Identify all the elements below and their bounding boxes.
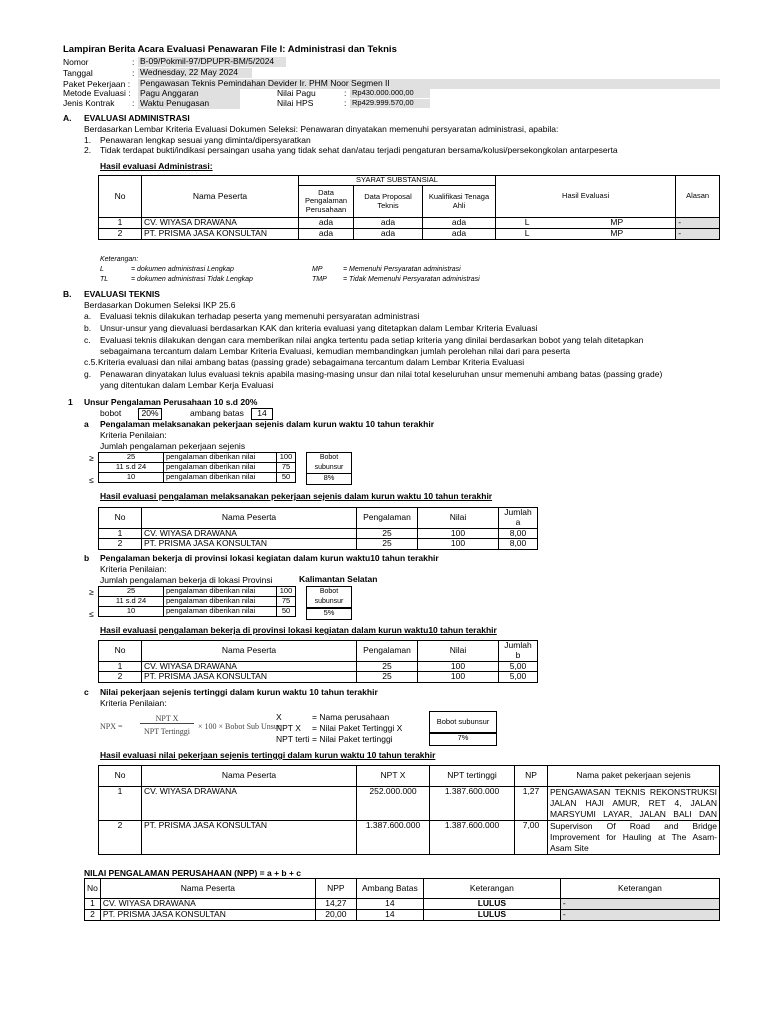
sub-b-table — [98, 640, 538, 683]
colon: : — [344, 88, 347, 98]
colon: : — [132, 98, 135, 108]
cell: CV. WIYASA DRAWANA — [142, 528, 357, 539]
operator: ≥ — [89, 453, 94, 463]
col-header: Nama Peserta — [142, 176, 299, 218]
item-text: Unsur-unsur yang dievaluasi berdasarkan KAK dan kriteria evaluasi yang ditetapkan dalam Lembar Kriteria Evaluasi — [100, 323, 538, 333]
sub-title: Nilai pekerjaan sejenis tertinggi dalam kurun waktu 10 tahun terakhir — [100, 687, 378, 697]
item-number: a. — [84, 311, 92, 321]
sub-title: Pengalaman melaksanakan pekerjaan sejenis dalam kurun waktu 10 tahun terakhir — [100, 419, 435, 429]
paket-name: Supervison Of Road and Bridge Improvement for Hauling at The Asam-Asam Site — [550, 821, 717, 853]
table-row — [99, 661, 538, 672]
npp-table — [84, 878, 720, 921]
cell: 2 — [99, 229, 142, 240]
cell: PT. PRISMA JASA KONSULTAN — [100, 909, 315, 920]
cell: 2 — [99, 821, 142, 855]
pagu-label: Nilai Pagu — [277, 88, 316, 98]
bobot-subunsur-label: Bobot subunsur — [429, 711, 497, 733]
section-b-intro: Berdasarkan Dokumen Seleksi IKP 25.6 — [84, 300, 236, 310]
col-header: Ambang Batas — [356, 879, 423, 899]
nomor-value: B-09/Pokmil-97/DPUPR-BM/5/2024 — [138, 57, 286, 67]
sub-letter: b — [84, 553, 90, 563]
colon: : — [132, 57, 135, 67]
legend-value: = Nilai Paket Tertinggi X — [312, 723, 403, 733]
bobot-subunsur-value: 8% — [306, 473, 352, 485]
col-header: No — [99, 508, 142, 529]
col-header: NPT tertinggi — [430, 766, 515, 787]
pagu-value: Rp430.000.000,00 — [350, 89, 430, 98]
criteria-range: 25 — [99, 453, 164, 463]
col-header: Keterangan — [423, 879, 560, 899]
col-header: Nama Peserta — [142, 641, 357, 662]
col-header: Nama paket pekerjaan sejenis — [548, 766, 720, 787]
table-row — [85, 899, 720, 910]
cell: PT. PRISMA JASA KONSULTAN — [142, 821, 357, 855]
cell: 20,00 — [315, 909, 356, 920]
hps-label: Nilai HPS — [277, 98, 314, 108]
cell: CV. WIYASA DRAWANA — [142, 218, 299, 229]
cell: 1 — [99, 787, 142, 821]
sub-b-table-title: Hasil evaluasi pengalaman bekerja di provinsi lokasi kegiatan dalam kurun waktu10 tahun terakhir — [100, 625, 497, 635]
cell: ada — [423, 229, 496, 240]
criteria-range: 25 — [99, 587, 164, 597]
tanggal-label: Tanggal — [63, 68, 93, 78]
nomor-label: Nomor — [63, 57, 89, 67]
cell: - — [560, 899, 719, 910]
metode-label: Metode Evaluasi : — [63, 88, 131, 98]
cell: 1,27 — [515, 787, 548, 821]
cell: 2 — [85, 909, 101, 920]
criteria-text: pengalaman diberikan nilai — [164, 463, 277, 473]
item-number: c. — [84, 335, 91, 345]
tanggal-value: Wednesday, 22 May 2024 — [138, 68, 252, 78]
cell: 2 — [99, 539, 142, 550]
status-badge: LULUS — [423, 909, 560, 920]
cell: - — [676, 218, 720, 229]
unsur-number: 1 — [68, 397, 73, 407]
sub-c-table-title: Hasil evaluasi nilai pekerjaan sejenis tertinggi dalam kurun waktu 10 tahun terakhir — [100, 750, 436, 760]
col-header: NP — [515, 766, 548, 787]
bobot-subunsur-value: 7% — [429, 733, 497, 746]
admin-table-title: Hasil evaluasi Administrasi: — [100, 161, 213, 171]
cell: L — [496, 229, 559, 240]
criteria-range: 11 s.d 24 — [99, 463, 164, 473]
cell: ada — [354, 218, 423, 229]
col-header: NPT X — [357, 766, 430, 787]
col-header: Pengalaman — [357, 508, 418, 529]
formula-rhs: × 100 × Bobot Sub Unsur — [198, 722, 281, 731]
kriteria-label: Kriteria Penilaian: — [100, 564, 167, 574]
criteria-nilai: 75 — [277, 463, 296, 473]
metode-value: Pagu Anggaran — [138, 89, 240, 99]
ambang-box: 14 — [251, 408, 273, 420]
cell: PT. PRISMA JASA KONSULTAN — [142, 539, 357, 550]
cell: 252.000.000 — [357, 787, 430, 821]
formula-lhs: NPX = — [100, 722, 123, 731]
col-header: Hasil Evaluasi — [496, 176, 676, 218]
cell: CV. WIYASA DRAWANA — [142, 661, 357, 672]
table-row — [99, 821, 720, 855]
operator: ≤ — [89, 609, 94, 619]
cell: MP — [558, 229, 675, 240]
npp-title: NILAI PENGALAMAN PERUSAHAAN (NPP) = a + b + c — [84, 868, 302, 878]
cell: CV. WIYASA DRAWANA — [100, 899, 315, 910]
col-header: No — [99, 176, 142, 218]
bobot-box: 20% — [138, 408, 162, 420]
criteria-nilai: 100 — [277, 587, 296, 597]
ket-key: TL — [100, 276, 109, 283]
col-header: Pengalaman — [357, 641, 418, 662]
cell: 1.387.600.000 — [430, 821, 515, 855]
cell: PT. PRISMA JASA KONSULTAN — [142, 229, 299, 240]
jumlah-label: Jumlah pengalaman bekerja di lokasi Provinsi — [100, 575, 273, 585]
table-row — [85, 909, 720, 920]
provinsi-value: Kalimantan Selatan — [299, 574, 378, 584]
col-header: Nilai — [418, 508, 499, 529]
cell: 8,00 — [499, 528, 538, 539]
item-number: 1. — [84, 135, 92, 145]
cell: ada — [299, 229, 354, 240]
item-text-continued: yang ditentukan dalam Lembar Kerja Evaluasi — [100, 380, 274, 390]
cell: 100 — [418, 539, 499, 550]
ket-key: TMP — [312, 276, 327, 283]
section-b-title: EVALUASI TEKNIS — [84, 289, 160, 299]
document-title: Lampiran Berita Acara Evaluasi Penawaran File I: Administrasi dan Teknis — [63, 44, 397, 55]
operator: ≥ — [89, 587, 94, 597]
formula-denominator: NPT Tertinggi — [143, 727, 191, 736]
cell: 25 — [357, 528, 418, 539]
hps-value: Rp429.999.570,00 — [350, 99, 430, 108]
kriteria-label: Kriteria Penilaian: — [100, 698, 167, 708]
legend-value: = Nama perusahaan — [312, 712, 390, 722]
cell: 1 — [85, 899, 101, 910]
table-row — [99, 787, 720, 821]
cell: 100 — [418, 528, 499, 539]
ket-value: = Memenuhi Persyaratan administrasi — [343, 266, 461, 273]
cell: MP — [558, 218, 675, 229]
ambang-label: ambang batas — [190, 408, 244, 418]
col-header: No — [99, 766, 142, 787]
jenis-label: Jenis Kontrak — [63, 98, 115, 108]
table-row — [99, 672, 538, 683]
criteria-nilai: 75 — [277, 597, 296, 607]
criteria-text: pengalaman diberikan nilai — [164, 597, 277, 607]
criteria-text: pengalaman diberikan nilai — [164, 587, 277, 597]
col-header: NPP — [315, 879, 356, 899]
legend-key: NPT X — [276, 723, 301, 733]
item-number: 2. — [84, 145, 92, 155]
criteria-range: 11 s.d 24 — [99, 597, 164, 607]
cell — [548, 787, 720, 821]
item-text-continued: sebagaimana tercantum dalam Lembar Kriteria Evaluasi, kemudian membandingkan jumlah perolehan nilai dari para peserta — [100, 346, 571, 356]
item-text: Kriteria evaluasi dan nilai ambang batas (passing grade) sebagaimana tercantum dalam Lembar Kriteria Evaluasi — [98, 357, 525, 367]
criteria-text: pengalaman diberikan nilai — [164, 607, 277, 617]
ket-key: MP — [312, 266, 323, 273]
item-text: Penawaran lengkap sesuai yang diminta/dipersyaratkan — [100, 135, 311, 145]
item-text: Tidak terdapat bukti/indikasi persaingan usaha yang tidak sehat dan/atau terjadi pengaturan bersama/kolusi/persekongkolan antarpeserta — [100, 145, 618, 155]
cell: 8,00 — [499, 539, 538, 550]
criteria-table — [98, 586, 296, 617]
col-header: SYARAT SUBSTANSIAL — [299, 176, 496, 186]
criteria-text: pengalaman diberikan nilai — [164, 453, 277, 463]
col-header: Nama Peserta — [100, 879, 315, 899]
col-header: Keterangan — [560, 879, 719, 899]
bobot-subunsur-value: 5% — [306, 608, 352, 620]
criteria-range: 10 — [99, 607, 164, 617]
table-row — [99, 528, 538, 539]
cell: 1 — [99, 528, 142, 539]
colon: : — [132, 68, 135, 78]
paket-value: Pengawasan Teknis Pemindahan Devider Ir. PHM Noor Segmen II — [138, 79, 720, 89]
table-row — [99, 229, 720, 240]
col-header: Kualifikasi Tenaga Ahli — [423, 186, 496, 218]
criteria-nilai: 50 — [277, 473, 296, 483]
cell — [548, 821, 720, 855]
bobot-subunsur-label: Bobot subunsur — [306, 452, 352, 474]
cell: 25 — [357, 661, 418, 672]
cell: 5,00 — [499, 672, 538, 683]
unsur-title: Unsur Pengalaman Perusahaan 10 s.d 20% — [84, 397, 258, 407]
cell: 2 — [99, 672, 142, 683]
cell: L — [496, 218, 559, 229]
bobot-subunsur-label: Bobot subunsur — [306, 586, 352, 608]
cell: 100 — [418, 672, 499, 683]
bobot-label: bobot — [100, 408, 122, 418]
cell: 1.387.600.000 — [357, 821, 430, 855]
cell: 1 — [99, 218, 142, 229]
section-a-letter: A. — [63, 113, 72, 123]
criteria-table — [98, 452, 296, 483]
cell: - — [676, 229, 720, 240]
kriteria-label: Kriteria Penilaian: — [100, 430, 167, 440]
col-header: No — [99, 641, 142, 662]
sub-a-table — [98, 507, 538, 550]
col-header: Nama Peserta — [142, 766, 357, 787]
cell: - — [560, 909, 719, 920]
paket-label: Paket Pekerjaan : — [63, 79, 131, 89]
cell: CV. WIYASA DRAWANA — [142, 787, 357, 821]
ket-value: = dokumen administrasi Lengkap — [131, 266, 234, 273]
legend-key: NPT terti — [276, 734, 310, 744]
cell: 25 — [357, 672, 418, 683]
criteria-nilai: 50 — [277, 607, 296, 617]
cell: 1 — [99, 661, 142, 672]
col-header: Data Proposal Teknis — [354, 186, 423, 218]
sub-c-table — [98, 765, 720, 855]
item-text: Penawaran dinyatakan lulus evaluasi teknis apabila masing-masing unsur dan nilai total keseluruhan unsur memenuhi ambang batas (passing grade) — [100, 369, 663, 379]
formula-numerator: NPT X — [140, 714, 194, 724]
cell: 100 — [418, 661, 499, 672]
sub-letter: a — [84, 419, 89, 429]
keterangan-title: Keterangan: — [100, 256, 139, 263]
section-a-title: EVALUASI ADMINISTRASI — [84, 113, 190, 123]
sub-a-table-title: Hasil evaluasi pengalaman melaksanakan pekerjaan sejenis dalam kurun waktu 10 tahun terakhir — [100, 491, 493, 501]
cell: 14 — [356, 909, 423, 920]
legend-value: = Nilai Paket tertinggi — [312, 734, 393, 744]
sub-title: Pengalaman bekerja di provinsi lokasi kegiatan dalam kurun waktu10 tahun terakhir — [100, 553, 439, 563]
item-number: b. — [84, 323, 92, 333]
cell: 5,00 — [499, 661, 538, 672]
cell: 25 — [357, 539, 418, 550]
legend-key: X — [276, 712, 282, 722]
col-header: No — [85, 879, 101, 899]
jumlah-label: Jumlah pengalaman pekerjaan sejenis — [100, 441, 246, 451]
ket-value: = dokumen administrasi Tidak Lengkap — [131, 276, 253, 283]
table-row — [99, 218, 720, 229]
paket-name: PENGAWASAN TEKNIS REKONSTRUKSI JALAN HAJI AMUR, RET 4, JALAN MARSYUMI LAYAR, JALAN BALI DAN — [550, 787, 717, 819]
criteria-nilai: 100 — [277, 453, 296, 463]
col-header: Alasan — [676, 176, 720, 218]
cell: 7,00 — [515, 821, 548, 855]
criteria-range: 10 — [99, 473, 164, 483]
item-number: c.5. — [84, 357, 98, 367]
col-header: Jumlah b — [499, 641, 538, 662]
col-header: Jumlah a — [499, 508, 538, 529]
sub-letter: c — [84, 687, 89, 697]
ket-value: = Tidak Memenuhi Persyaratan administrasi — [343, 276, 480, 283]
colon: : — [344, 98, 347, 108]
admin-table — [98, 175, 720, 240]
ket-key: L — [100, 266, 104, 273]
section-a-intro: Berdasarkan Lembar Kriteria Evaluasi Dokumen Seleksi: Penawaran dinyatakan memenuhi persyaratan administrasi, apabila: — [84, 124, 559, 134]
col-header: Nama Peserta — [142, 508, 357, 529]
operator: ≤ — [89, 475, 94, 485]
jenis-value: Waktu Penugasan — [138, 99, 240, 109]
cell: 14 — [356, 899, 423, 910]
item-number: g. — [84, 369, 92, 379]
table-row — [99, 539, 538, 550]
col-header: Nilai — [418, 641, 499, 662]
criteria-text: pengalaman diberikan nilai — [164, 473, 277, 483]
cell: ada — [423, 218, 496, 229]
col-header: Data Pengalaman Perusahaan — [299, 186, 354, 218]
status-badge: LULUS — [423, 899, 560, 910]
cell: ada — [299, 218, 354, 229]
cell: 14,27 — [315, 899, 356, 910]
cell: PT. PRISMA JASA KONSULTAN — [142, 672, 357, 683]
item-text: Evaluasi teknis dilakukan terhadap peserta yang memenuhi persyaratan administrasi — [100, 311, 420, 321]
section-b-letter: B. — [63, 289, 72, 299]
cell: 1.387.600.000 — [430, 787, 515, 821]
item-text: Evaluasi teknis dilakukan dengan cara memberikan nilai angka tertentu pada setiap kriteria yang dinilai berdasarkan bobot yang telah ditetapkan — [100, 335, 644, 345]
cell: ada — [354, 229, 423, 240]
